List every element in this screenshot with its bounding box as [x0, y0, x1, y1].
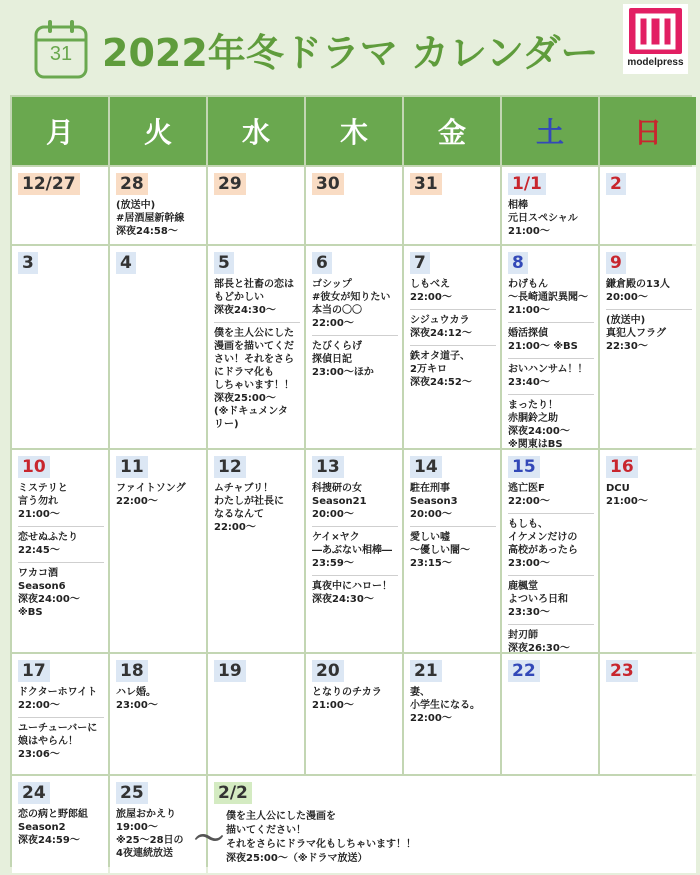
program-entry: 部長と社畜の恋は もどかしい 深夜24:30〜	[214, 276, 300, 323]
program-entry: 僕を主人公にした漫画を 描いてください！ それをさらにドラマ化もしちゃいます！！ 深夜25:00〜（※ドラマ放送）	[226, 811, 416, 864]
day-cell	[404, 450, 500, 652]
program-entry: となりのチカラ 21:00〜	[312, 687, 382, 711]
program-entry: ドクターホワイト 22:00〜	[18, 684, 104, 718]
day-cell	[12, 450, 108, 652]
program-entry: わげもん 〜長崎通訳異聞〜 21:00〜	[508, 276, 594, 323]
day-cell	[306, 450, 402, 652]
day-number: 24	[18, 782, 50, 804]
range-tilde: 〜	[194, 822, 224, 857]
weekday-wed: 水	[208, 97, 304, 165]
program-entry: ハレ婚。 23:00〜	[116, 687, 158, 711]
day-cell	[502, 167, 598, 244]
day-cell	[208, 450, 304, 652]
day-cell	[600, 654, 696, 774]
weekday-thu: 木	[306, 97, 402, 165]
day-number: 20	[312, 660, 344, 682]
day-number: 13	[312, 456, 344, 478]
day-number: 3	[18, 252, 38, 274]
day-cell	[600, 246, 696, 448]
day-number: 16	[606, 456, 638, 478]
day-cell	[12, 167, 108, 244]
program-entry: 鉄オタ道子、 2万キロ 深夜24:52〜	[410, 351, 472, 388]
program-entry: (放送中) #居酒屋新幹線 深夜24:58〜	[116, 200, 185, 237]
day-number: 23	[606, 660, 638, 682]
program-entry: 恋せぬふたり 22:45〜	[18, 527, 104, 563]
calendar-grid	[10, 95, 692, 867]
day-number: 15	[508, 456, 540, 478]
program-entry: (放送中) 真犯人フラグ 22:30〜	[606, 315, 666, 352]
calendar-icon-day: 31	[49, 43, 73, 65]
day-number: 28	[116, 173, 148, 195]
program-entry: DCU 21:00〜	[606, 483, 648, 507]
modelpress-logo[interactable]	[623, 4, 688, 74]
program-entry: ミステリと 言う勿れ 21:00〜	[18, 480, 104, 527]
day-cell	[306, 167, 402, 244]
day-cell	[600, 450, 696, 652]
program-entry: ユーチューバーに 娘はやらん！ 23:06〜	[18, 723, 98, 760]
day-number: 8	[508, 252, 528, 274]
day-cell	[208, 246, 304, 448]
program-entry: 真夜中にハロー！ 深夜24:30〜	[312, 581, 392, 605]
day-number: 21	[410, 660, 442, 682]
day-number: 6	[312, 252, 332, 274]
day-cell	[502, 450, 598, 652]
day-cell	[404, 167, 500, 244]
program-entry: たびくらげ 探偵日記 23:00〜ほか	[312, 341, 374, 378]
page-title: 2022年冬ドラマ カレンダー	[102, 31, 599, 75]
day-number: 2/2	[214, 782, 252, 804]
day-number: 14	[410, 456, 442, 478]
day-number: 2	[606, 173, 626, 195]
day-cell	[110, 450, 206, 652]
program-entry: まったり！ 赤胴鈴之助 深夜24:00〜 ※関東はBS	[508, 400, 570, 448]
program-entry: しもべえ 22:00〜	[410, 276, 496, 310]
day-cell	[110, 654, 206, 774]
program-entry: もしも、 イケメンだけの 高校があったら 23:00〜	[508, 514, 594, 576]
day-number: 30	[312, 173, 344, 195]
day-number: 12/27	[18, 173, 80, 195]
program-entry: 旅屋おかえり 19:00〜 ※25〜28日の 4夜連続放送	[116, 809, 184, 859]
day-cell	[12, 246, 108, 448]
program-entry: ケイ×ヤク ―あぶない相棒― 23:59〜	[312, 527, 398, 576]
day-number: 31	[410, 173, 442, 195]
header	[0, 0, 700, 95]
weekday-tue: 火	[110, 97, 206, 165]
day-number: 4	[116, 252, 136, 274]
day-number: 29	[214, 173, 246, 195]
day-number: 22	[508, 660, 540, 682]
program-entry: 鹿楓堂 よついろ日和 23:30〜	[508, 576, 594, 625]
day-number: 25	[116, 782, 148, 804]
weekday-fri: 金	[404, 97, 500, 165]
day-cell	[110, 776, 206, 873]
day-number: 10	[18, 456, 50, 478]
program-entry: 婚活探偵 21:00〜 ※BS	[508, 323, 594, 359]
program-entry: 妻、 小学生になる。 22:00〜	[410, 687, 480, 724]
program-entry: 駐在刑事Season3 20:00〜	[410, 480, 496, 527]
weekday-sat: 土	[502, 97, 598, 165]
program-entry: 鎌倉殿の13人 20:00〜	[606, 276, 692, 310]
program-entry: ファイトソング 22:00〜	[116, 483, 186, 507]
program-entry: 封刃師 深夜26:30〜	[508, 630, 570, 652]
span-cell	[194, 776, 696, 873]
day-cell	[404, 246, 500, 448]
day-cell	[404, 654, 500, 774]
day-number: 9	[606, 252, 626, 274]
program-entry: ムチャブリ！ わたしが社長に なるなんて 22:00〜	[214, 483, 284, 533]
day-cell	[306, 246, 402, 448]
program-entry: ゴシップ #彼女が知りたい 本当の〇〇 22:00〜	[312, 276, 398, 336]
logo-text: modelpress	[627, 57, 684, 68]
day-cell	[502, 654, 598, 774]
program-entry: 僕を主人公にした 漫画を描いてくだ さい！それをさら にドラマ化も しちゃいます！！ 深夜25:00〜 (※ドキュメンタ リー)	[214, 328, 294, 430]
day-number: 18	[116, 660, 148, 682]
program-entry: シジュウカラ 深夜24:12〜	[410, 310, 496, 346]
program-entry: 科捜研の女 Season21 20:00〜	[312, 480, 398, 527]
day-cell	[600, 167, 696, 244]
program-entry: おいハンサム！！ 23:40〜	[508, 359, 594, 395]
day-number: 11	[116, 456, 148, 478]
day-cell	[208, 654, 304, 774]
day-number: 12	[214, 456, 246, 478]
day-cell	[110, 167, 206, 244]
day-cell	[110, 246, 206, 448]
day-number: 19	[214, 660, 246, 682]
day-number: 7	[410, 252, 430, 274]
day-cell	[12, 654, 108, 774]
day-number: 5	[214, 252, 234, 274]
weekday-sun: 日	[600, 97, 696, 165]
day-cell	[208, 167, 304, 244]
day-number: 17	[18, 660, 50, 682]
day-cell	[502, 246, 598, 448]
day-number: 1/1	[508, 173, 546, 195]
logo-mark-icon	[629, 8, 682, 54]
day-cell	[12, 776, 108, 873]
program-entry: 恋の病と野郎組 Season2 深夜24:59〜	[18, 809, 88, 846]
program-entry: ワカコ酒 Season6 深夜24:00〜 ※BS	[18, 568, 80, 618]
program-entry: 相棒 元日スペシャル 21:00〜	[508, 200, 578, 237]
day-cell	[306, 654, 402, 774]
program-entry: 逃亡医F 22:00〜	[508, 480, 594, 514]
program-entry: 愛しい嘘 〜優しい闇〜 23:15〜	[410, 532, 470, 569]
weekday-mon: 月	[12, 97, 108, 165]
